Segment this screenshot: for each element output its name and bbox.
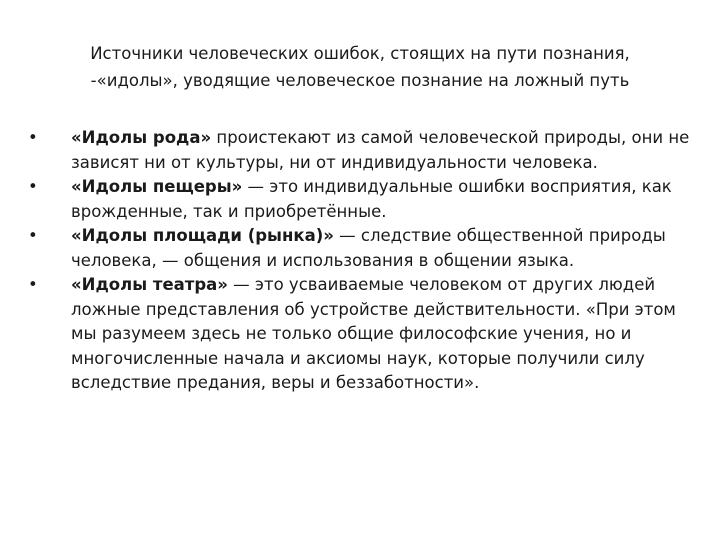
list-item-term: «Идолы театра» bbox=[71, 275, 228, 294]
list-item bbox=[28, 126, 698, 175]
list-item-term: «Идолы пещеры» bbox=[71, 177, 243, 196]
bullet-icon: • bbox=[28, 275, 38, 294]
slide-title-line-2: -«идолы», уводящие человеческое познание на ложный путь bbox=[90, 71, 630, 90]
list-item-text: — следствие общественной природы человека, — общения и использования в общении языка. bbox=[71, 226, 666, 270]
list-item bbox=[28, 273, 698, 396]
list-item-term: «Идолы площади (рынка)» bbox=[71, 226, 334, 245]
list-item bbox=[28, 224, 698, 273]
bullet-list bbox=[28, 126, 698, 396]
list-item bbox=[28, 175, 698, 224]
list-item-text: проистекают из самой человеческой природы, они не зависят ни от культуры, ни от индивидуальности человека. bbox=[71, 128, 690, 172]
bullet-icon: • bbox=[28, 128, 38, 147]
bullet-icon: • bbox=[28, 226, 38, 245]
bullet-icon: • bbox=[28, 177, 38, 196]
list-item-text: — это индивидуальные ошибки восприятия, как врожденные, так и приобретённые. bbox=[71, 177, 672, 221]
slide-title bbox=[30, 40, 690, 94]
list-item-text: — это усваиваемые человеком от других людей ложные представления об устройстве действительности. «При этом мы разумеем здесь не только общие философские учения, но и многочисленные начала и аксиомы наук, которые получили силу вследствие предания, веры и беззаботности». bbox=[71, 275, 676, 392]
list-item-term: «Идолы рода» bbox=[71, 128, 212, 147]
slide-title-line-1: Источники человеческих ошибок, стоящих на пути познания, bbox=[90, 44, 630, 63]
